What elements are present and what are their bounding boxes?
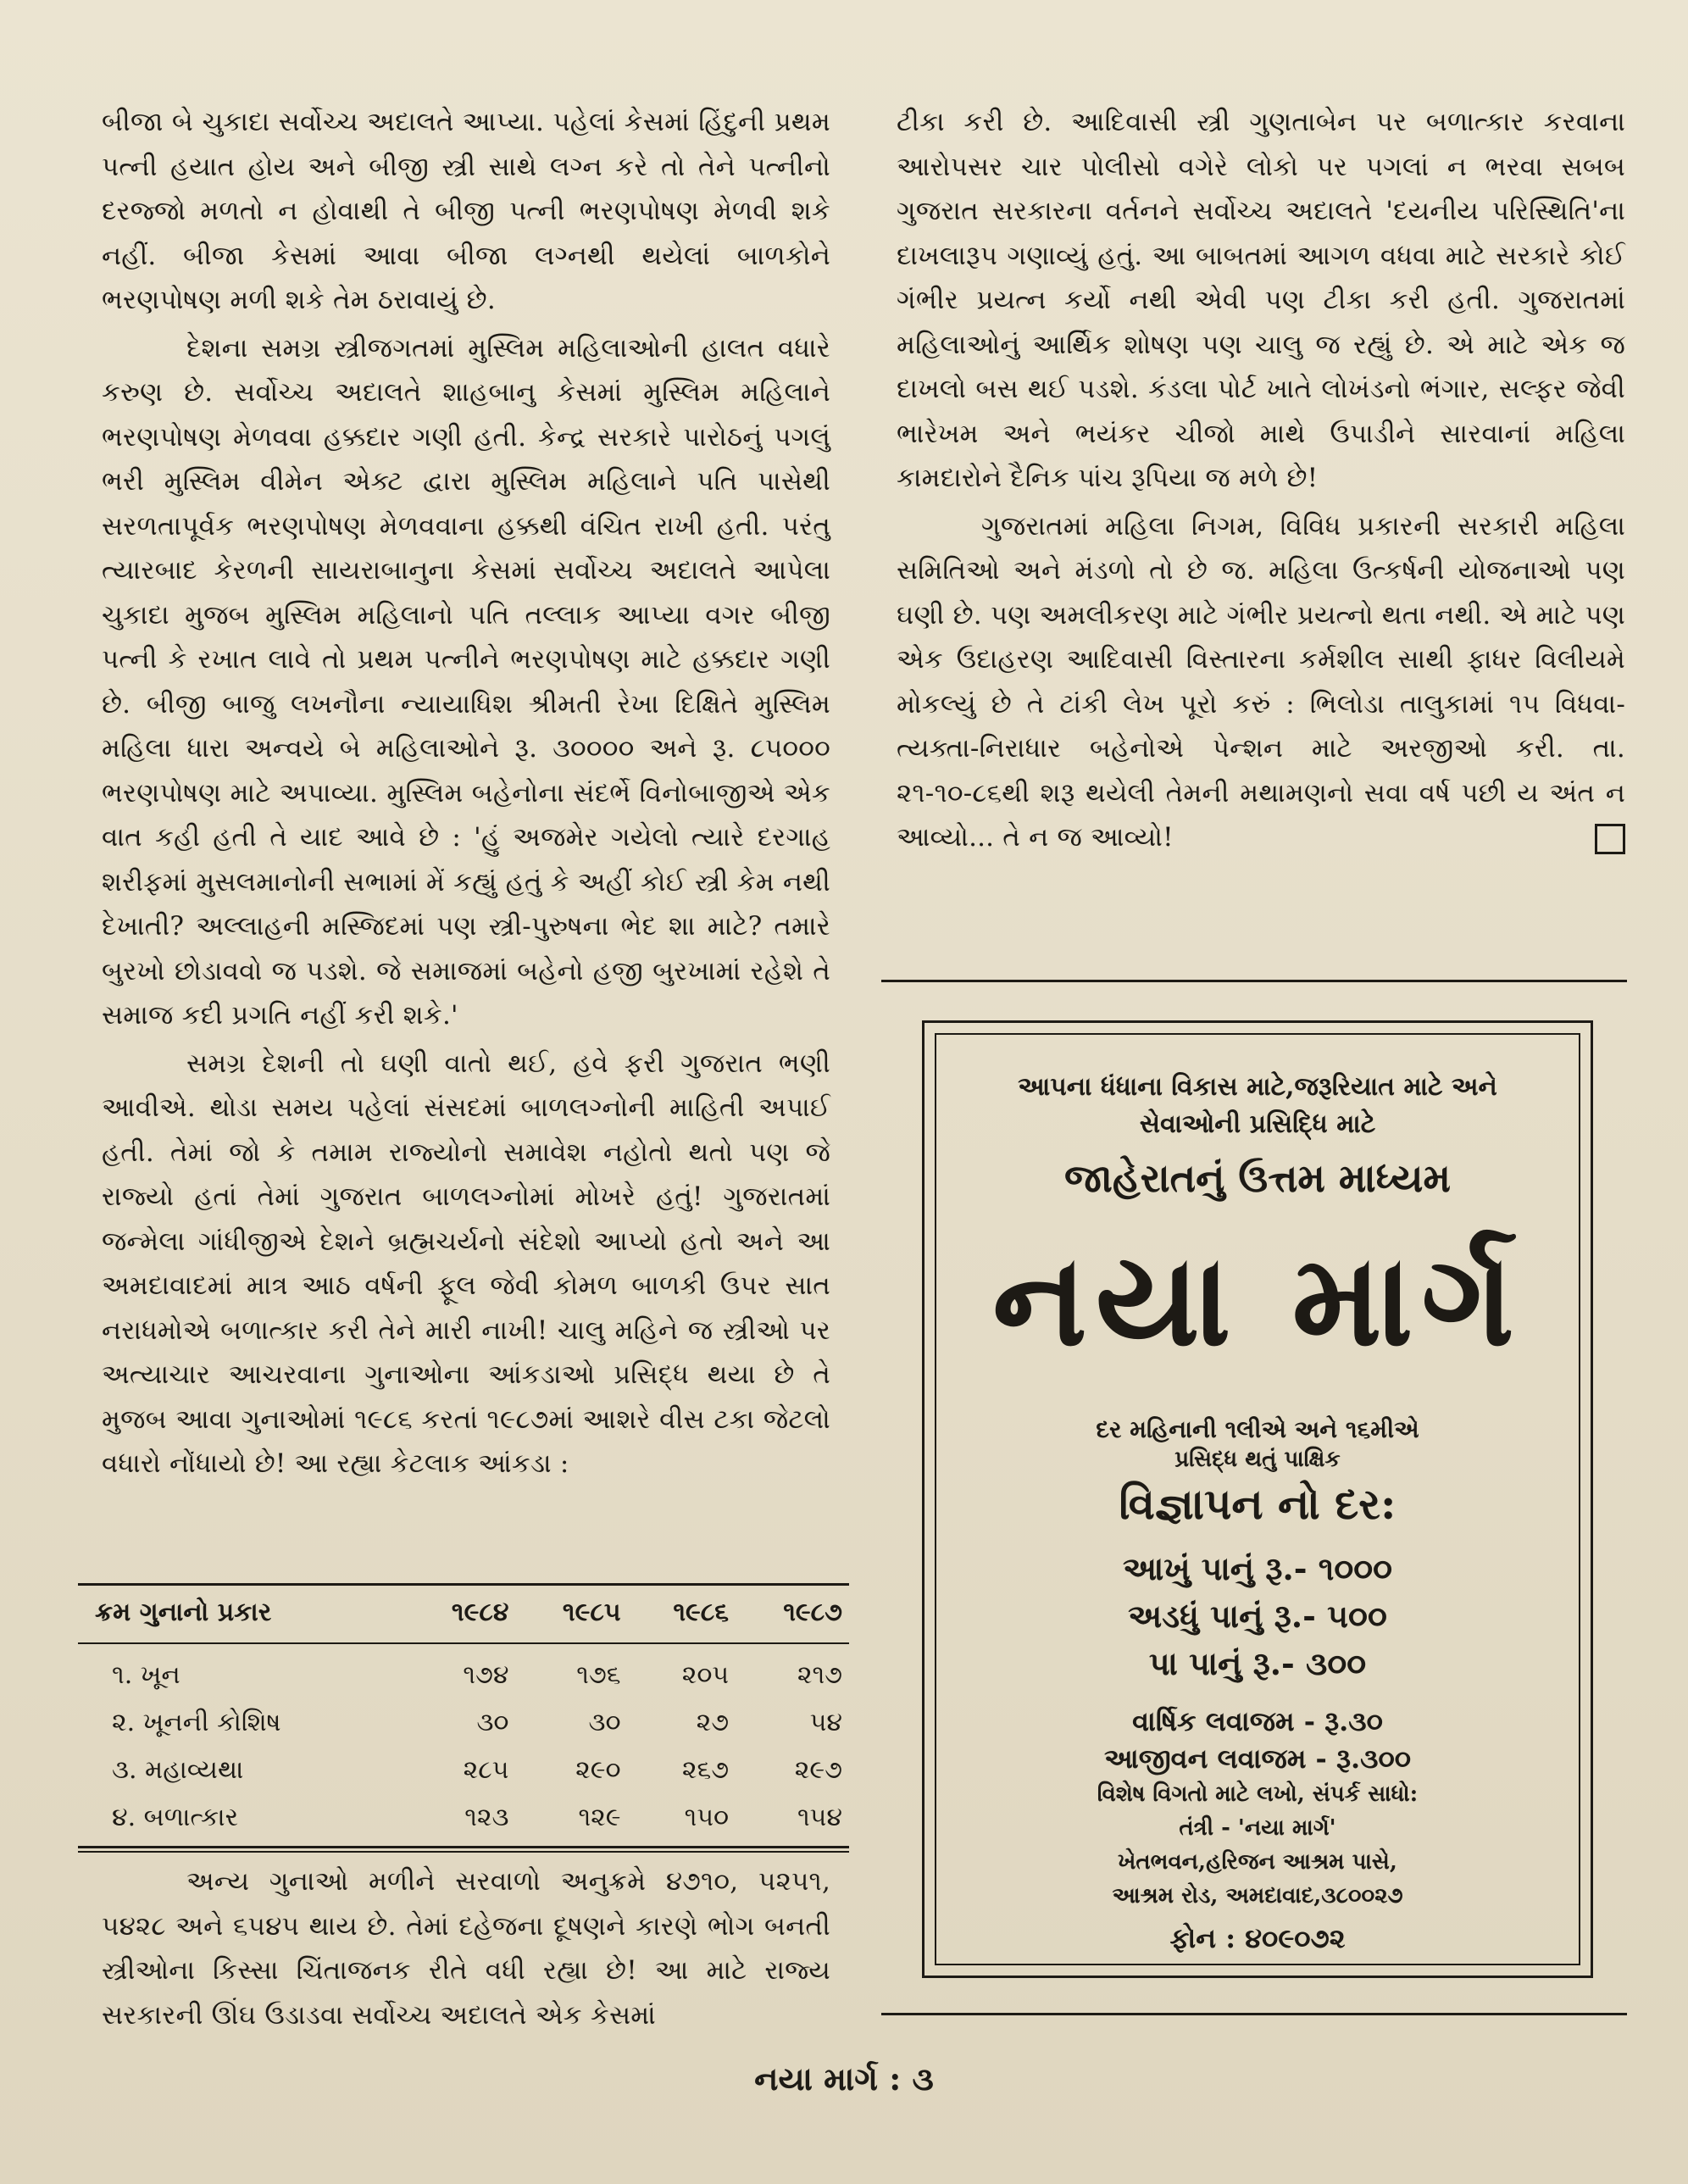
article-paragraph: અન્ય ગુનાઓ મળીને સરવાળો અનુક્રમે ૪૭૧૦, ૫૨૫૧, ૫૪૨૮ અને ૬૫૪૫ થાય છે. તેમાં દહેજના દૂષણને કારણે ભોગ બનતી સ્ત્રીઓના કિસ્સા ચિંતાજનક રીતે વધી રહ્યા છે! આ માટે રાજ્ય સરકારની ઊંઘ ઉડાડવા સર્વોચ્ચ અદાલતે એક કેસમાં — [102, 1866, 830, 2031]
advertisement-inner-frame — [935, 1033, 1580, 1965]
ad-line: આપના ધંધાના વિકાસ માટે,જરૂરિયાત માટે અને — [1018, 1072, 1497, 1102]
ad-rate-half-page: અડધું પાનું રૂ.- ૫૦૦ — [1128, 1597, 1387, 1635]
table-cell: ૨૧૭ — [797, 1659, 842, 1690]
end-of-article-box-icon — [1595, 824, 1625, 854]
table-cell: ૧૫૦ — [684, 1802, 730, 1832]
table-cell: ૨૯૭ — [794, 1754, 842, 1785]
ad-editor: તંત્રી - 'નયા માર્ગ' — [1179, 1815, 1336, 1841]
table-cell: ૨૦૫ — [681, 1659, 730, 1690]
column-header: ૧૯૮૫ — [562, 1598, 621, 1627]
table-row — [78, 1643, 849, 1698]
table-bottom-rule — [78, 1846, 849, 1848]
table-row — [78, 1746, 849, 1793]
footer-rule — [881, 2013, 1627, 2015]
crime-statistics-table — [78, 1583, 849, 1853]
ad-rates-title: વિજ્ઞાપન નો દર: — [1119, 1479, 1396, 1529]
column-header: ક્રમ ગુનાનો પ્રકાર — [95, 1598, 272, 1627]
table-cell: ૧૭૪ — [463, 1659, 509, 1690]
table-cell: ૨૯૦ — [575, 1754, 621, 1785]
table-cell: ૨૭ — [696, 1707, 730, 1737]
table-cell: ૩. મહાવ્યથા — [112, 1754, 244, 1785]
ad-rate-full-page: આખું પાનું રૂ.- ૧૦૦૦ — [1122, 1549, 1392, 1587]
ad-contact-line: વિશેષ વિગતો માટે લખો, સંપર્ક સાધો: — [1097, 1781, 1419, 1807]
ad-address: ખેતભવન,હરિજન આશ્રમ પાસે, — [1118, 1849, 1397, 1875]
table-cell: ૫૪ — [809, 1707, 842, 1737]
column-separator-rule — [881, 980, 1627, 982]
ad-headline: જાહેરાતનું ઉત્તમ માધ્યમ — [1064, 1155, 1451, 1201]
ad-phone: ફોન : ૪૦૯૦૭૨ — [1169, 1922, 1346, 1954]
statistics-table — [78, 1586, 849, 1846]
article-paragraph: સમગ્ર દેશની તો ઘણી વાતો થઈ, હવે ફરી ગુજરાત ભણી આવીએ. થોડા સમય પહેલાં સંસદમાં બાળલગ્નોની માહિતી અપાઈ હતી. તેમાં જો કે તમામ રાજ્યોનો સમાવેશ નહોતો થતો પણ જે રાજ્યો હતાં તેમાં ગુજરાત બાળલગ્નોમાં મોખરે હતું! ગુજરાતમાં જન્મેલા ગાંધીજીએ દેશને બ્રહ્મચર્યનો સંદેશો આપ્યો હતો અને આ અમદાવાદમાં માત્ર આઠ વર્ષની ફૂલ જેવી કોમળ બાળકી ઉપર સાત નરાધમોએ બળાત્કાર કરી તેને મારી નાખી! ચાલુ મહિને જ સ્ત્રીઓ પર અત્યાચાર આચરવાના ગુનાઓના આંકડાઓ પ્રસિદ્ધ થયા છે તે મુજબ આવા ગુનાઓમાં ૧૯૮૬ કરતાં ૧૯૮૭માં આશરે વીસ ટકા જેટલો વધારો નોંધાયો છે! આ રહ્યા કેટલાક આંકડા : — [102, 1048, 830, 1479]
advertisement-box — [922, 1020, 1593, 1978]
table-cell: ૧૫૪ — [797, 1802, 842, 1832]
column-header: ૧૯૮૬ — [673, 1598, 730, 1627]
ad-line: સેવાઓની પ્રસિદ્ધિ માટે — [1139, 1109, 1376, 1139]
article-paragraph: દેશના સમગ્ર સ્ત્રીજગતમાં મુસ્લિમ મહિલાઓની હાલત વધારે કરુણ છે. સર્વોચ્ચ અદાલતે શાહબાનુ કેસમાં મુસ્લિમ મહિલાને ભરણપોષણ મેળવવા હક્કદાર ગણી હતી. કેન્દ્ર સરકારે પારોઠનું પગલું ભરી મુસ્લિમ વીમેન એક્ટ દ્વારા મુસ્લિમ મહિલાને પતિ પાસેથી સરળતાપૂર્વક ભરણપોષણ મેળવવાના હક્કથી વંચિત રાખી હતી. પરંતુ ત્યારબાદ કેરળની સાયરાબાનુના કેસમાં સર્વોચ્ચ અદાલતે આપેલા ચુકાદા મુજબ મુસ્લિમ મહિલાનો પતિ તલ્લાક આપ્યા વગર બીજી પત્ની કે રખાત લાવે તો પ્રથમ પત્નીને ભરણપોષણ માટે હક્કદાર ગણી છે. બીજી બાજુ લખનૌના ન્યાયાધિશ શ્રીમતી રેખા દિક્ષિતે મુસ્લિમ મહિલા ધારા અન્વયે બે મહિલાઓને રૂ. ૩૦૦૦૦ અને રૂ. ૮૫૦૦૦ ભરણપોષણ માટે અપાવ્યા. મુસ્લિમ બહેનોના સંદર્ભે વિનોબાજીએ એક વાત કહી હતી તે યાદ આવે છે : 'હું અજમેર ગયેલો ત્યારે દરગાહ શરીફમાં મુસલમાનોની સભામાં મેં કહ્યું હતું કે અહીં કોઈ સ્ત્રી કેમ નથી દેખાતી? અલ્લાહની મસ્જિદમાં પણ સ્ત્રી-પુરુષના ભેદ શા માટે? તમારે બુરખો છોડાવવો જ પડશે. જે સમાજમાં બહેનો હજી બુરખામાં રહેશે તે સમાજ કદી પ્રગતિ નહીં કરી શકે.' — [102, 332, 830, 1031]
ad-lifetime-subscription: આજીવન લવાજમ - રૂ.૩૦૦ — [1104, 1742, 1411, 1775]
table-row — [78, 1793, 849, 1846]
column-header: ૧૯૮૭ — [783, 1598, 842, 1627]
article-paragraph: ટીકા કરી છે. આદિવાસી સ્ત્રી ગુણતાબેન પર બળાત્કાર કરવાના આરોપસર ચાર પોલીસો વગેરે લોકો પર પગલાં ન ભરવા સબબ ગુજરાત સરકારના વર્તનને સર્વોચ્ચ અદાલતે 'દયનીય પરિસ્થિતિ'ના દાખલારૂપ ગણાવ્યું હતું. આ બાબતમાં આગળ વધવા માટે સરકારે કોઈ ગંભીર પ્રયત્ન કર્યો નથી એવી પણ ટીકા કરી હતી. ગુજરાતમાં મહિલાઓનું આર્થિક શોષણ પણ ચાલુ જ રહ્યું છે. એ માટે એક જ દાખલો બસ થઈ પડશે. કંડલા પોર્ટ ખાતે લોખંડનો ભંગાર, સલ્ફર જેવી ભારેખમ અને ભયંકર ચીજો માથે ઉપાડીને સારવાનાં મહિલા કામદારોને દૈનિક પાંચ રૂપિયા જ મળે છે! — [897, 107, 1625, 493]
table-row — [78, 1698, 849, 1746]
table-cell: ૧. ખૂન — [112, 1659, 180, 1690]
page-footer: નયા માર્ગ : ૩ — [754, 2059, 934, 2098]
right-article-column — [897, 100, 1625, 860]
ad-annual-subscription: વાર્ષિક લવાજમ - રૂ.૩૦ — [1132, 1705, 1383, 1737]
ad-rate-quarter-page: પા પાનું રૂ.- ૩૦૦ — [1148, 1644, 1367, 1682]
table-cell: ૨. ખૂનની કોશિષ — [112, 1707, 281, 1737]
table-cell: ૪. બળાત્કાર — [112, 1802, 239, 1832]
ad-schedule: દર મહિનાની ૧લીએ અને ૧૬મીએ — [1096, 1415, 1419, 1443]
table-cell: ૩૦ — [476, 1707, 509, 1737]
article-paragraph — [897, 504, 1625, 860]
table-bottom-rule-thin — [78, 1851, 849, 1853]
article-paragraph-text: ગુજરાતમાં મહિલા નિગમ, વિવિધ પ્રકારની સરકારી મહિલા સમિતિઓ અને મંડળો તો છે જ. મહિલા ઉત્કર્ષની યોજનાઓ પણ ઘણી છે. પણ અમલીકરણ માટે ગંભીર પ્રયત્નો થતા નથી. એ માટે પણ એક ઉદાહરણ આદિવાસી વિસ્તારના કર્મશીલ સાથી ફાધર વિલીયમે મોકલ્યું છે તે ટાંકી લેખ પૂરો કરું : ભિલોડા તાલુકામાં ૧૫ વિધવા-ત્યક્તા-નિરાધાર બહેનોએ પેન્શન માટે અરજીઓ કરી. તા. ૨૧-૧૦-૮૬થી શરૂ થયેલી તેમની મથામણનો સવા વર્ષ પછી ય અંત ન આવ્યો... તે ન જ આવ્યો! — [897, 510, 1625, 853]
left-article-column — [102, 100, 830, 1487]
column-header: ૧૯૮૪ — [451, 1598, 509, 1627]
ad-schedule: પ્રસિદ્ધ થતું પાક્ષિક — [1174, 1447, 1341, 1472]
article-paragraph: બીજા બે ચુકાદા સર્વોચ્ચ અદાલતે આપ્યા. પહેલાં કેસમાં હિંદુની પ્રથમ પત્ની હયાત હોય અને બીજી સ્ત્રી સાથે લગ્ન કરે તો તેને પત્નીનો દરજ્જો મળતો ન હોવાથી તે બીજી પત્ની ભરણપોષણ મેળવી શકે નહીં. બીજા કેસમાં આવા બીજા લગ્નથી થયેલાં બાળકોને ભરણપોષણ મળી શકે તેમ ઠરાવાયું છે. — [102, 107, 830, 315]
table-cell: ૨૬૭ — [681, 1754, 730, 1785]
table-cell: ૨૮૫ — [463, 1754, 509, 1785]
table-cell: ૧૨૯ — [578, 1802, 621, 1832]
magazine-logo: નયા માર્ગ — [992, 1225, 1523, 1375]
table-cell: ૧૭૬ — [576, 1659, 621, 1690]
left-column-continuation — [102, 1859, 830, 2037]
table-header-row — [78, 1586, 849, 1643]
table-cell: ૩૦ — [588, 1707, 621, 1737]
ad-address: આશ્રમ રોડ, અમદાવાદ,૩૮૦૦૨૭ — [1112, 1883, 1403, 1909]
table-cell: ૧૨૩ — [464, 1802, 509, 1832]
